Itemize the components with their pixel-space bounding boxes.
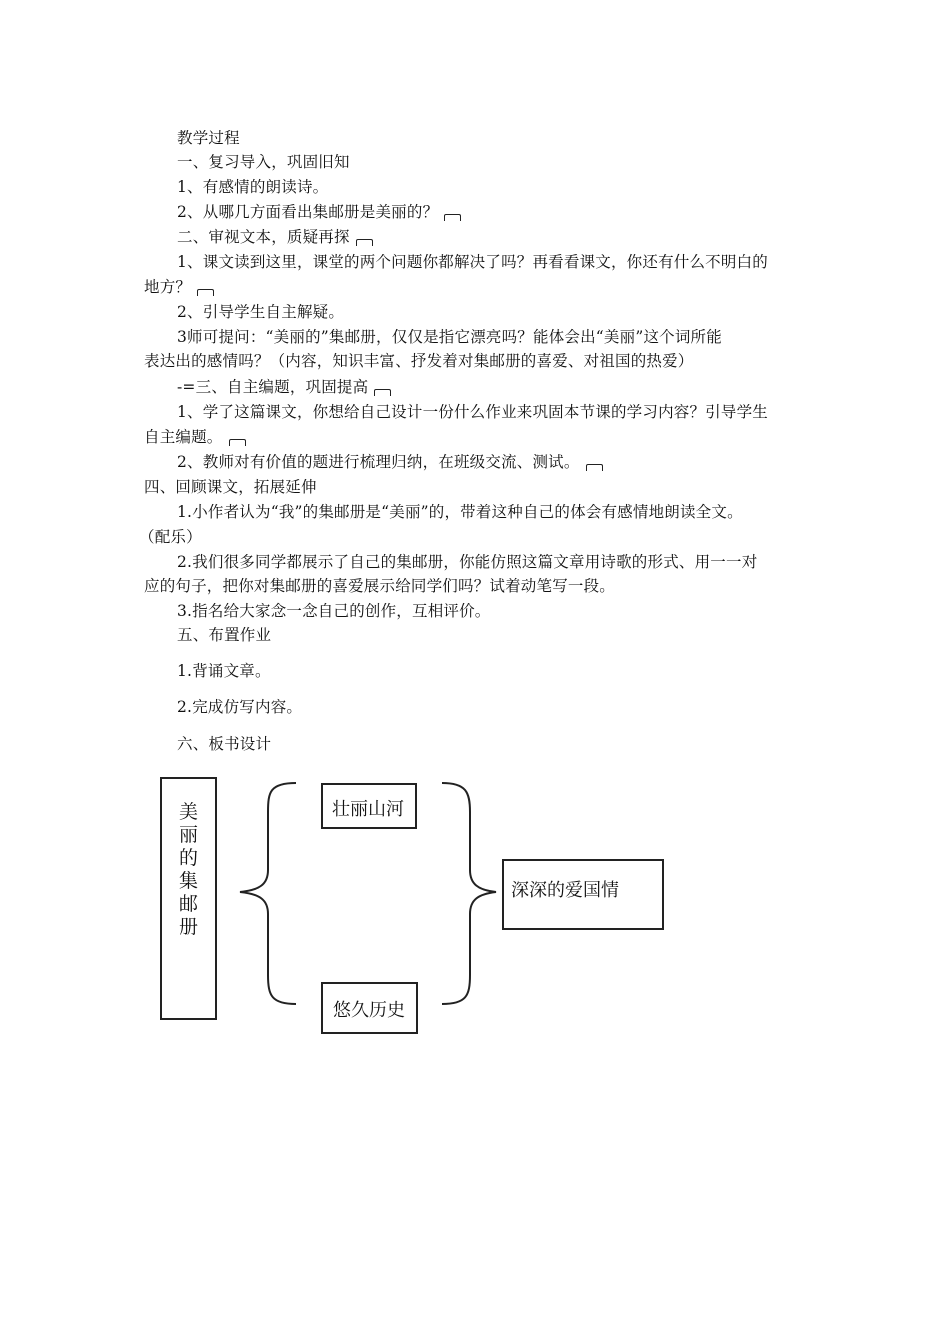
heading-1: 一、复习导入，巩固旧知 [177,153,350,171]
board-box-right-text: 深深的爱国情 [511,880,619,901]
paragraph: 1.背诵文章。 [177,662,271,680]
paragraph: 2、引导学生自主解疑。 [177,303,345,321]
heading-6: 六、板书设计 [177,735,272,753]
left-brace-icon [240,783,296,1004]
section-heading: 教学过程 [177,129,240,147]
paragraph: 1、学了这篇课文，你想给自己设计一份什么作业来巩固本节课的学习内容？引导学生 [177,403,768,421]
board-box-bottom-text: 悠久历史 [333,1000,405,1021]
paragraph: 1、课文读到这里，课堂的两个问题你都解决了吗？再看看课文，你还有什么不明白的 [177,253,768,271]
board-box-bottom [321,982,418,1034]
paragraph: 地方？ [144,276,214,298]
paragraph: 2、从哪几方面看出集邮册是美丽的？ [177,201,461,223]
paragraph: 1.小作者认为“我”的集邮册是“美丽”的，带着这种自己的体会有感情地朗读全文。 [177,503,743,521]
paragraph: （配乐） [139,528,202,546]
board-box-top [321,783,417,829]
board-box-right [502,859,664,930]
paragraph: 自主编题。 [144,426,246,448]
heading-4: 四、回顾课文，拓展延伸 [144,478,317,496]
paragraph: 2.完成仿写内容。 [177,698,303,716]
paragraph: 3.指名给大家念一念自己的创作，互相评价。 [177,602,491,620]
board-box-top-text: 壮丽山河 [332,799,404,820]
paragraph: 应的句子，把你对集邮册的喜爱展示给同学们吗？试着动笔写一段。 [144,577,616,595]
paragraph: 表达出的感情吗？（内容，知识丰富、抒发着对集邮册的喜爱、对祖国的热爱） [144,352,694,370]
paragraph: 2.我们很多同学都展示了自己的集邮册，你能仿照这篇文章用诗歌的形式、用一一对 [177,553,758,571]
heading-5: 五、布置作业 [177,626,272,644]
paragraph: 1、有感情的朗读诗。 [177,178,329,196]
paragraph: 3师可提问：“美丽的”集邮册，仅仅是指它漂亮吗？能体会出“美丽”这个词所能 [177,328,722,346]
board-title-text: 美 丽 的 集 邮 册 [178,801,198,938]
paragraph: 2、教师对有价值的题进行梳理归纳，在班级交流、测试。 [177,451,603,473]
heading-2: 二、审视文本，质疑再探 [177,226,373,248]
heading-3: -=三、自主编题，巩固提高 [177,376,391,398]
right-brace-icon [442,783,496,1004]
